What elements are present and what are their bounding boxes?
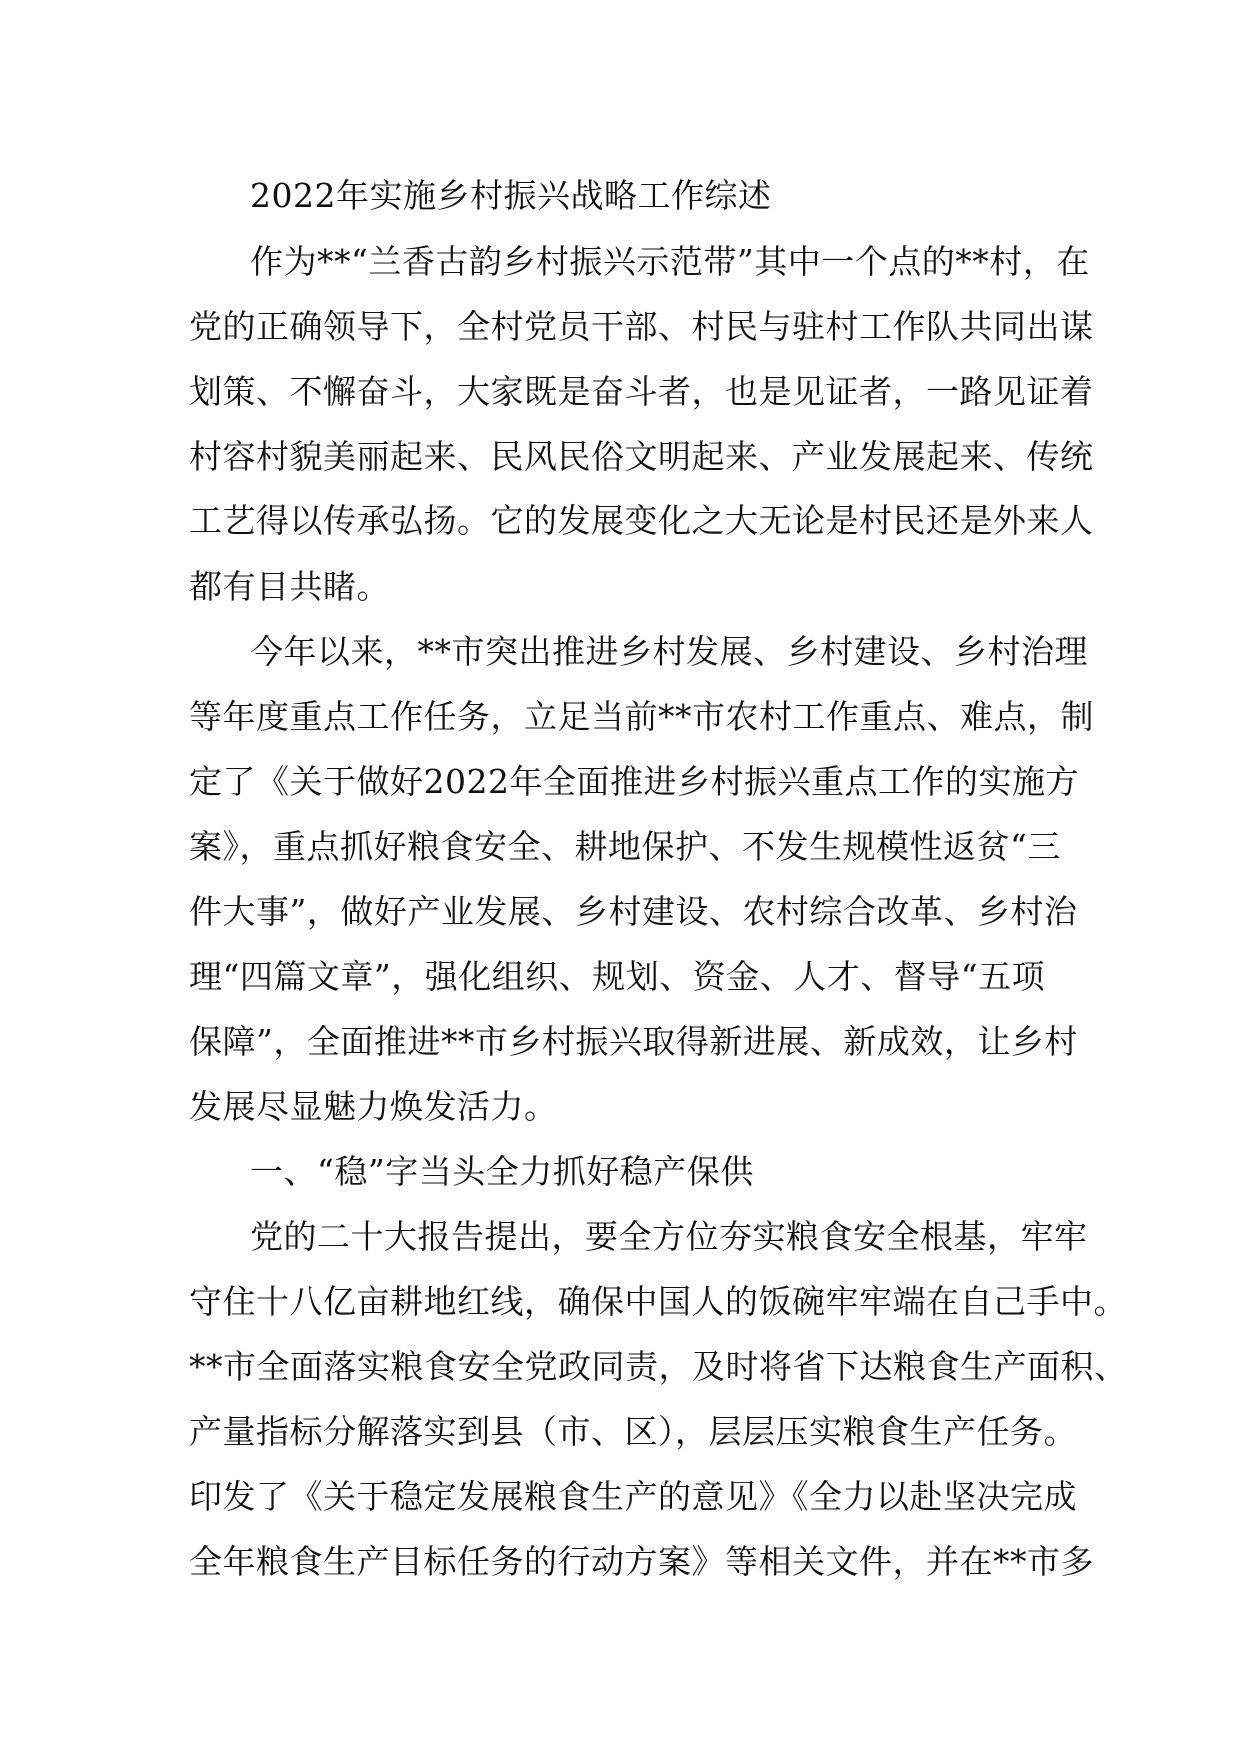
paragraph-line: 等年度重点工作任务，立足当前**市农村工作重点、难点，制 [189, 697, 1094, 736]
paragraph-line: 件大事”，做好产业发展、乡村建设、农村综合改革、乡村治 [189, 892, 1078, 931]
document-title: 2022年实施乡村振兴战略工作综述 [250, 176, 772, 215]
paragraph-line: 全年粮食生产目标任务的行动方案》等相关文件，并在**市多 [189, 1542, 1094, 1581]
paragraph-line: 发展尽显魅力焕发活力。 [189, 1087, 558, 1126]
paragraph-line: 党的正确领导下，全村党员干部、村民与驻村工作队共同出谋 [189, 307, 1094, 346]
paragraph-line: 定了《关于做好2022年全面推进乡村振兴重点工作的实施方 [189, 762, 1079, 801]
paragraph-line: 村容村貌美丽起来、民风民俗文明起来、产业发展起来、传统 [189, 437, 1094, 476]
paragraph-line: 划策、不懈奋斗，大家既是奋斗者，也是见证者，一路见证着 [189, 372, 1094, 411]
paragraph-line: 都有目共睹。 [189, 567, 390, 606]
paragraph-line: 案》，重点抓好粮食安全、耕地保护、不发生规模性返贫“三 [189, 827, 1061, 866]
paragraph-line: 工艺得以传承弘扬。它的发展变化之大无论是村民还是外来人 [189, 501, 1094, 540]
paragraph-line: 保障”，全面推进**市乡村振兴取得新进展、新成效，让乡村 [189, 1022, 1078, 1061]
paragraph-line: 党的二十大报告提出，要全方位夯实粮食安全根基，牢牢 [250, 1217, 1088, 1256]
paragraph-line: 作为**“兰香古韵乡村振兴示范带”其中一个点的**村，在 [250, 242, 1090, 281]
paragraph-line: 守住十八亿亩耕地红线，确保中国人的饭碗牢牢端在自己手中。 [189, 1282, 1127, 1321]
paragraph-line: 理“四篇文章”，强化组织、规划、资金、人才、督导“五项 [189, 957, 1046, 996]
paragraph-line: **市全面落实粮食安全党政同责，及时将省下达粮食生产面积、 [189, 1347, 1128, 1386]
section-heading: 一、“稳”字当头全力抓好稳产保供 [250, 1152, 754, 1191]
paragraph-line: 印发了《关于稳定发展粮食生产的意见》《全力以赴坚决完成 [189, 1477, 1077, 1516]
paragraph-line: 产量指标分解落实到县（市、区），层层压实粮食生产任务。 [189, 1412, 1077, 1451]
paragraph-line: 今年以来，**市突出推进乡村发展、乡村建设、乡村治理 [250, 632, 1088, 671]
